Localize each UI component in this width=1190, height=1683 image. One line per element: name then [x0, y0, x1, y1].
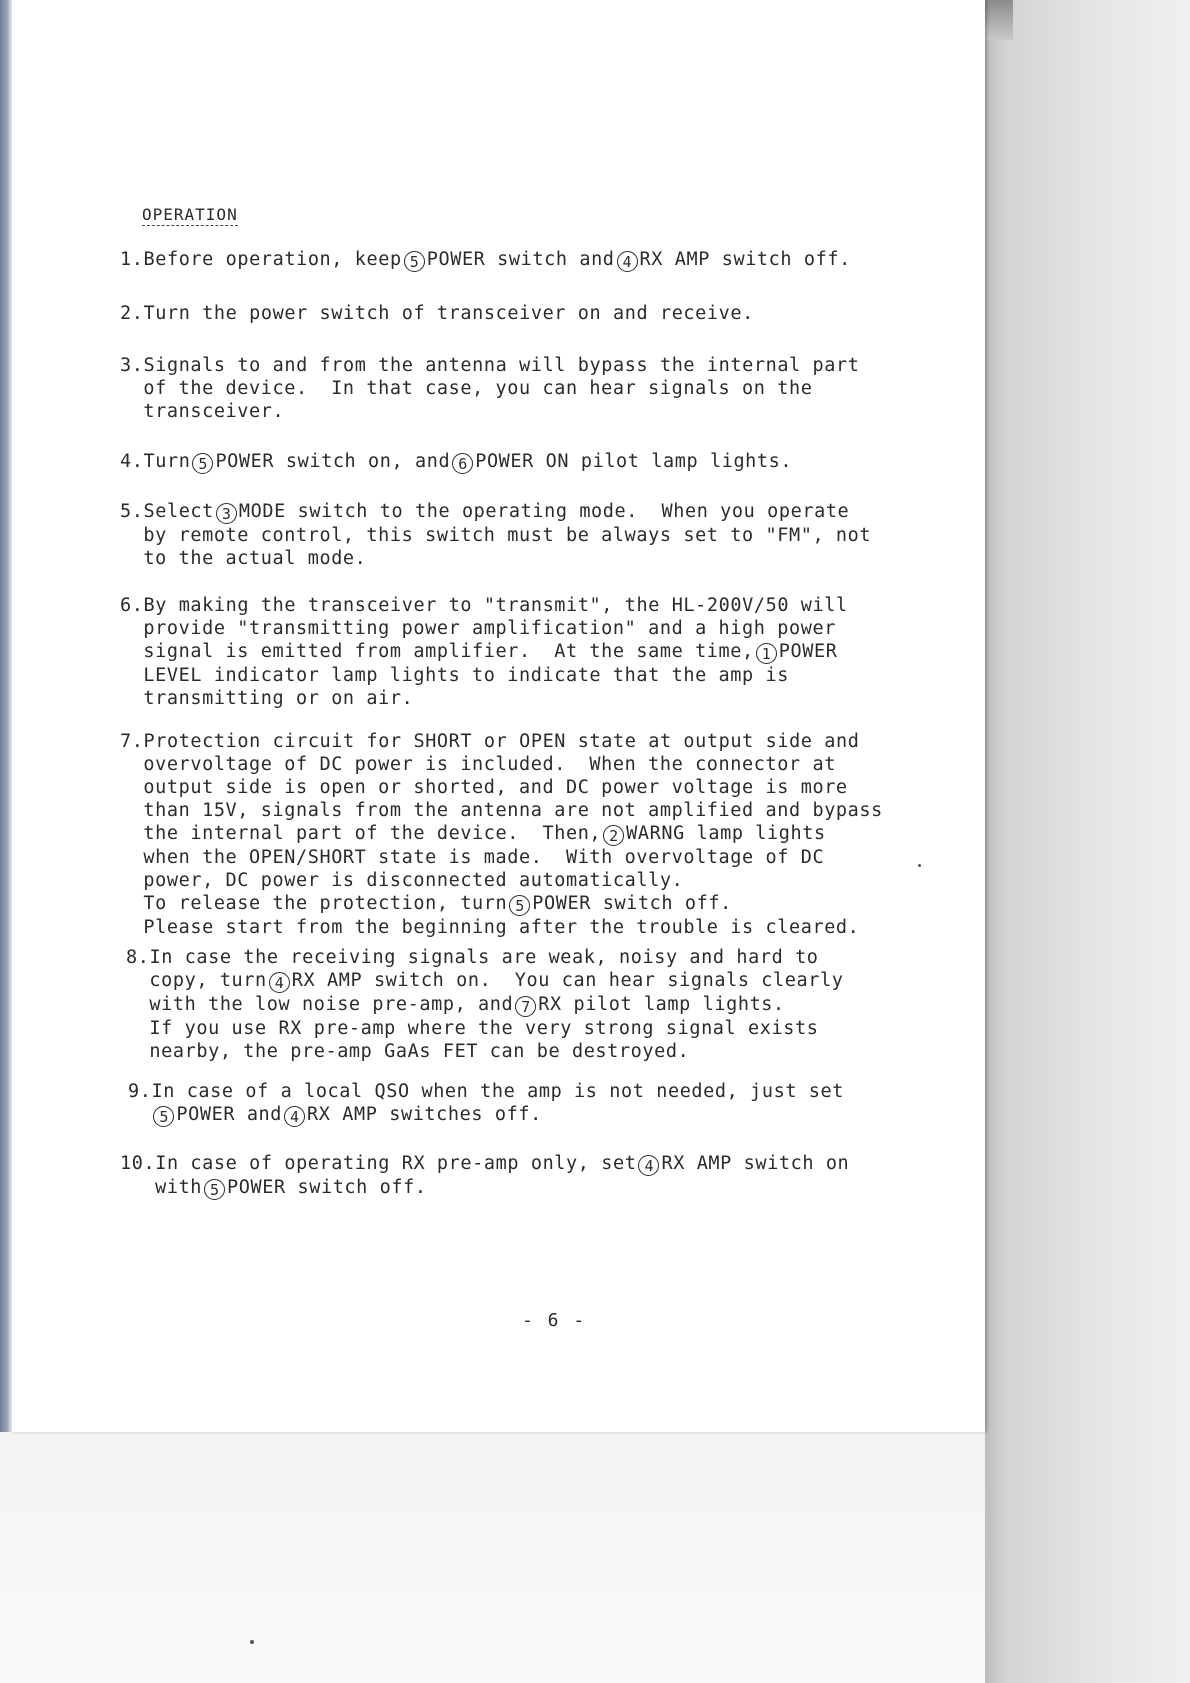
circled-number-icon: 3	[216, 503, 237, 524]
step-line	[128, 1080, 948, 1103]
circled-number-icon: 4	[269, 972, 290, 993]
page-number: - 6 -	[522, 1310, 587, 1331]
step-text: RX AMP switch on. You can hear signals clearly	[291, 970, 844, 991]
step-line	[120, 400, 940, 423]
step-text: In case the receiving signals are weak, noisy and hard to	[149, 947, 819, 968]
step-text: If you use RX pre-amp where the very strong signal exists	[149, 1018, 819, 1039]
scan-backdrop	[985, 0, 1190, 1683]
operation-step-4	[120, 450, 940, 474]
step-text: MODE switch to the operating mode. When you operate	[238, 501, 850, 522]
step-line	[120, 753, 940, 776]
step-text: to the actual mode.	[143, 548, 367, 569]
step-line	[120, 640, 940, 664]
scan-lower-area	[0, 1432, 985, 1683]
step-text: POWER switch and	[426, 249, 615, 270]
operation-step-7	[120, 730, 940, 939]
section-title: OPERATION	[142, 205, 238, 224]
operation-step-2	[120, 302, 940, 325]
step-line	[120, 500, 940, 524]
step-text: Turn	[143, 451, 191, 472]
step-text: output side is open or shorted, and DC power voltage is more	[143, 777, 848, 798]
step-text: with	[155, 1177, 203, 1198]
step-text: POWER switch on, and	[215, 451, 451, 472]
step-text: than 15V, signals from the antenna are not amplified and bypass	[143, 800, 883, 821]
step-text: POWER ON pilot lamp lights.	[475, 451, 793, 472]
step-text: Before operation, keep	[143, 249, 402, 270]
step-text: Please start from the beginning after the trouble is cleared.	[143, 917, 860, 938]
step-text: POWER switch off.	[532, 893, 732, 914]
step-line	[120, 248, 940, 272]
scan-speck	[918, 864, 921, 867]
step-text: with the low noise pre-amp, and	[149, 994, 514, 1015]
circled-number-icon: 4	[284, 1106, 305, 1127]
circled-number-icon: 4	[638, 1155, 659, 1176]
step-text: In case of operating RX pre-amp only, set	[155, 1153, 637, 1174]
circled-number-icon: 5	[404, 251, 425, 272]
step-line	[120, 547, 940, 570]
step-line	[126, 993, 946, 1017]
step-line	[128, 1103, 948, 1127]
step-line	[120, 377, 940, 400]
step-line	[120, 664, 940, 687]
step-number: 5.	[120, 501, 144, 522]
step-text: signal is emitted from amplifier. At the same time,	[143, 641, 754, 662]
step-line	[120, 687, 940, 710]
step-text: overvoltage of DC power is included. When the connector at	[143, 754, 836, 775]
step-line	[120, 730, 940, 753]
step-text: the internal part of the device. Then,	[143, 823, 602, 844]
step-line	[120, 846, 940, 869]
step-number: 7.	[120, 731, 144, 752]
step-text: power, DC power is disconnected automatically.	[143, 870, 684, 891]
step-text: RX pilot lamp lights.	[538, 994, 785, 1015]
step-text: POWER	[778, 641, 838, 662]
step-text: transmitting or on air.	[143, 688, 414, 709]
step-line	[120, 302, 940, 325]
circled-number-icon: 2	[603, 825, 624, 846]
step-text: Turn the power switch of transceiver on and receive.	[143, 303, 754, 324]
step-line	[120, 822, 940, 846]
step-number: 3.	[120, 355, 144, 376]
step-text: of the device. In that case, you can hear signals on the	[143, 378, 813, 399]
step-text: POWER switch off.	[227, 1177, 427, 1198]
step-number: 6.	[120, 595, 144, 616]
circled-number-icon: 5	[153, 1106, 174, 1127]
step-text: by remote control, this switch must be always set to "FM", not	[143, 525, 872, 546]
circled-number-icon: 7	[515, 996, 536, 1017]
circled-number-icon: 5	[192, 453, 213, 474]
step-line	[120, 617, 940, 640]
circled-number-icon: 1	[756, 643, 777, 664]
operation-step-8	[126, 946, 946, 1063]
step-number: 10.	[120, 1153, 156, 1174]
circled-number-icon: 4	[617, 251, 638, 272]
operation-step-5	[120, 500, 940, 570]
step-text: In case of a local QSO when the amp is not needed, just set	[151, 1081, 845, 1102]
step-number: 1.	[120, 249, 144, 270]
step-line	[120, 1152, 940, 1176]
step-text: nearby, the pre-amp GaAs FET can be destroyed.	[149, 1041, 690, 1062]
step-line	[126, 1017, 946, 1040]
step-text: Protection circuit for SHORT or OPEN state at output side and	[143, 731, 860, 752]
operation-step-9	[128, 1080, 948, 1127]
step-text: copy, turn	[149, 970, 267, 991]
step-text: WARNG lamp lights	[626, 823, 826, 844]
operation-step-10	[120, 1152, 940, 1200]
step-line	[126, 1040, 946, 1063]
scan-corner-shadow	[985, 0, 1013, 40]
step-text: when the OPEN/SHORT state is made. With overvoltage of DC	[143, 847, 825, 868]
step-text: transceiver.	[143, 401, 285, 422]
operation-step-6	[120, 594, 940, 710]
scan-speck	[250, 1640, 254, 1644]
step-line	[120, 799, 940, 822]
step-number: 4.	[120, 451, 144, 472]
circled-number-icon: 5	[204, 1179, 225, 1200]
circled-number-icon: 6	[452, 453, 473, 474]
step-line	[120, 916, 940, 939]
step-line	[126, 969, 946, 993]
circled-number-icon: 5	[509, 895, 530, 916]
step-text: provide "transmitting power amplification" and a high power	[143, 618, 836, 639]
step-text: RX AMP switch off.	[639, 249, 851, 270]
step-text: RX AMP switch on	[661, 1153, 850, 1174]
step-line	[120, 776, 940, 799]
step-text: Signals to and from the antenna will bypass the internal part	[143, 355, 860, 376]
step-text: To release the protection, turn	[143, 893, 508, 914]
step-line	[120, 1176, 940, 1200]
step-line	[120, 524, 940, 547]
step-line	[120, 354, 940, 377]
step-line	[120, 450, 940, 474]
scan-edge-left	[0, 0, 12, 1683]
operation-step-1	[120, 248, 940, 272]
step-text: RX AMP switches off.	[307, 1104, 542, 1125]
step-number: 8.	[126, 947, 150, 968]
step-number: 2.	[120, 303, 144, 324]
step-text: By making the transceiver to "transmit", the HL-200V/50 will	[143, 595, 848, 616]
step-number: 9.	[128, 1081, 152, 1102]
step-line	[120, 594, 940, 617]
step-text: POWER and	[176, 1104, 283, 1125]
step-line	[126, 946, 946, 969]
step-text: Select	[143, 501, 214, 522]
step-line	[120, 892, 940, 916]
step-text: LEVEL indicator lamp lights to indicate that the amp is	[143, 665, 789, 686]
step-line	[120, 869, 940, 892]
operation-step-3	[120, 354, 940, 423]
